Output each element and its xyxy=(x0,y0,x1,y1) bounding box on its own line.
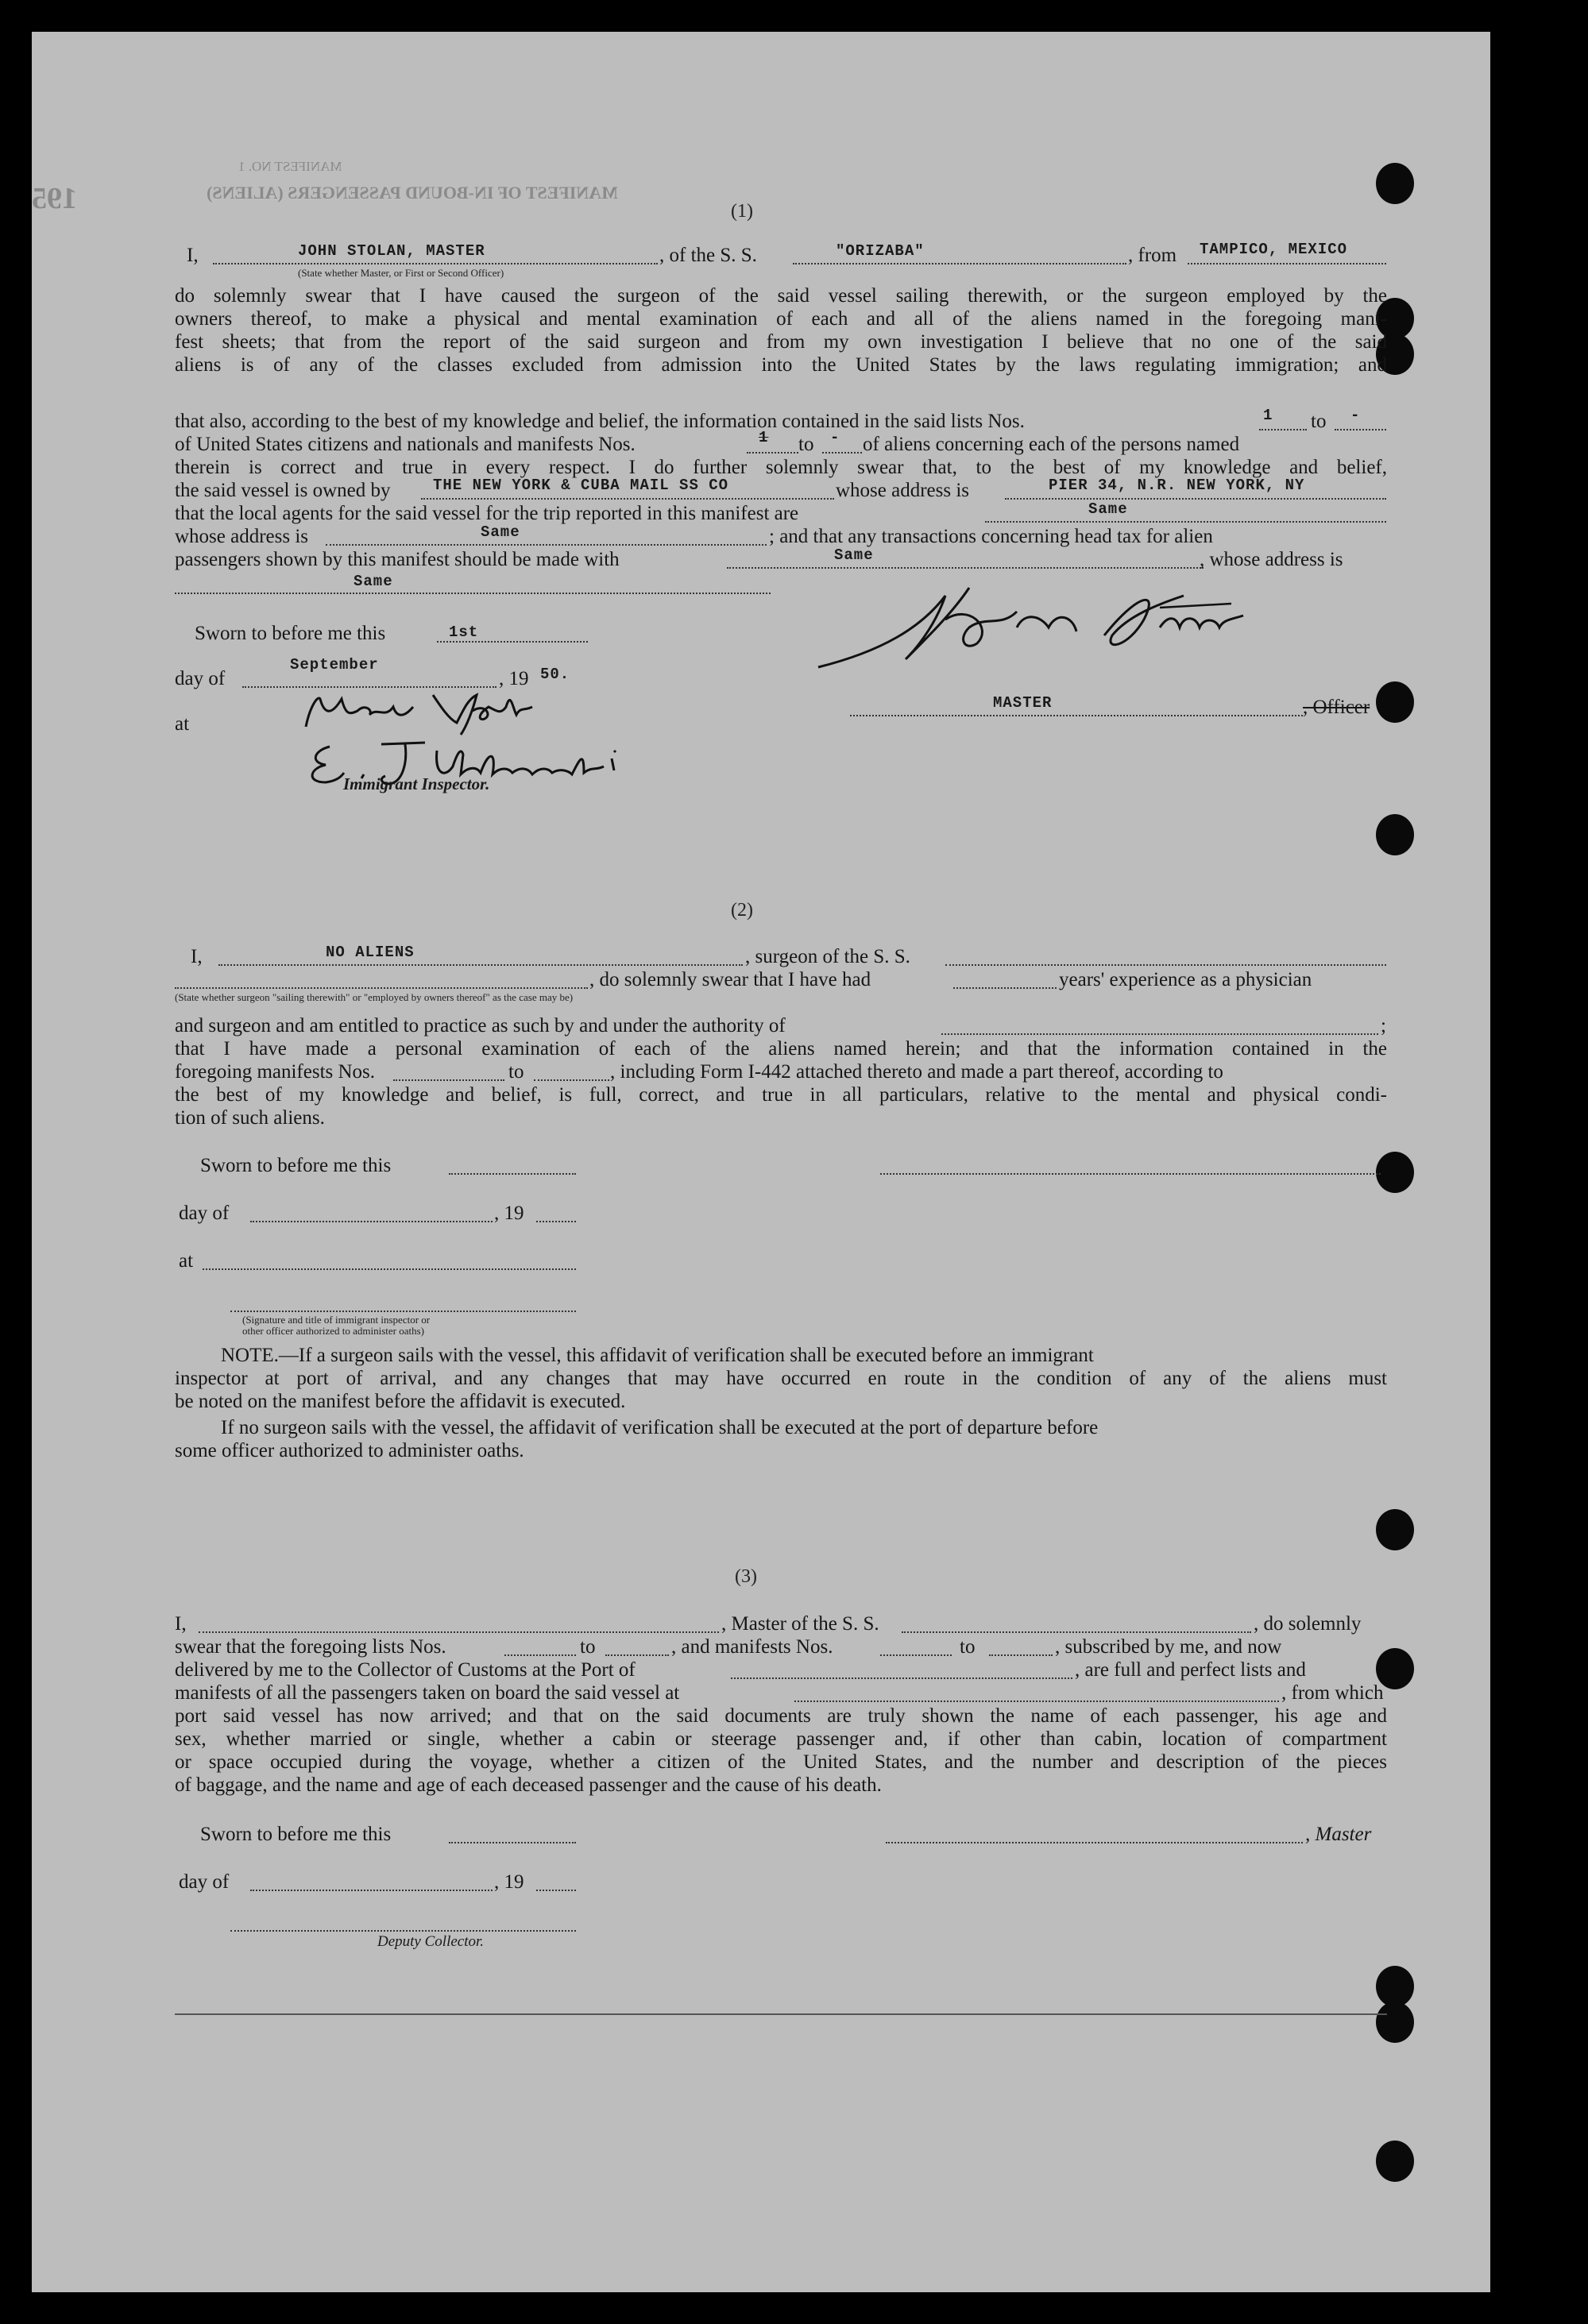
s2-line-2: and surgeon and am entitled to practice as such by and under the authority of xyxy=(175,1015,786,1037)
owner-address-field: PIER 34, N.R. NEW YORK, NY xyxy=(1049,477,1305,494)
s3-line-7: or space occupied during the voyage, whether a citizen of the United States, and the number and description of the pieces xyxy=(175,1751,1387,1773)
s3-day-of: day of xyxy=(179,1871,230,1893)
s3-line-5: port said vessel has now arrived; and that on the said documents are truly shown the name of each passenger, his age and xyxy=(175,1705,1387,1727)
s3-line-1b: , do solemnly xyxy=(1254,1613,1362,1635)
s3-line-3b: , are full and perfect lists and xyxy=(1075,1659,1306,1681)
s2-line-2-end: ; xyxy=(1381,1015,1386,1037)
signer-title-field: MASTER xyxy=(993,694,1053,712)
punch-hole xyxy=(1376,2141,1414,2182)
manifests-from-field: 1 xyxy=(759,429,769,446)
s2-line-4b: , including Form I-442 attached thereto and made a part thereof, according to xyxy=(610,1061,1223,1083)
s1-line-10a: whose address is xyxy=(175,526,309,547)
sworn-month-field: September xyxy=(290,656,379,674)
master-name-field: JOHN STOLAN, MASTER xyxy=(298,242,485,260)
from-port-field: TAMPICO, MEXICO xyxy=(1200,241,1348,258)
s1-line-6a: of United States citizens and nationals and manifests Nos. xyxy=(175,434,636,455)
s1-of-ss: , of the S. S. xyxy=(659,245,757,266)
punch-hole xyxy=(1376,163,1414,204)
s1-sworn: Sworn to before me this xyxy=(195,623,386,644)
s3-line-2a: swear that the foregoing lists Nos. xyxy=(175,1636,446,1658)
master-signature xyxy=(786,572,1247,683)
punch-hole xyxy=(1376,681,1414,723)
s3-opening: I, xyxy=(175,1613,187,1635)
officer-struck: , Officer xyxy=(1303,697,1370,718)
s3-line-2b: , and manifests Nos. xyxy=(671,1636,833,1658)
s2-note-line-4: If no surgeon sails with the vessel, the affidavit of verification shall be executed at the port of departure before xyxy=(221,1417,1099,1438)
agents-field: Same xyxy=(1088,500,1128,518)
s3-year-prefix: , 19 xyxy=(494,1871,524,1893)
s1-line-11a: passengers shown by this manifest should be made with xyxy=(175,549,620,570)
faint-manifest-no: MANIFEST NO. 1 xyxy=(238,159,342,174)
s3-line-6: sex, whether married or single, whether a cabin or steerage passenger and, if other than cabin, location of compartment xyxy=(175,1728,1387,1750)
s2-note-line-2: inspector at port of arrival, and any changes that may have occurred en route in the condition of any of the aliens must xyxy=(175,1368,1387,1389)
s3-line-2c: , subscribed by me, and now xyxy=(1055,1636,1282,1658)
s1-line-10b: ; and that any transactions concerning head tax for alien xyxy=(769,526,1213,547)
s1-from-label: , from xyxy=(1128,245,1177,266)
faint-stamp-number: 195 xyxy=(32,182,77,215)
s2-line-6: tion of such aliens. xyxy=(175,1107,325,1129)
s1-line-11b: , whose address is xyxy=(1200,549,1343,570)
punch-hole xyxy=(1376,814,1414,855)
note-label: NOTE. xyxy=(221,1345,279,1366)
s3-line-2-to-2: to xyxy=(960,1636,976,1658)
agents-address-field: Same xyxy=(481,523,520,541)
s2-year-prefix: , 19 xyxy=(494,1203,524,1224)
headtax-address-field: Same xyxy=(354,573,393,590)
surgeon-name-field: NO ALIENS xyxy=(326,944,415,961)
faint-manifest-title: MANIFEST OF IN-BOUND PASSENGERS (ALIENS) xyxy=(207,183,618,203)
s2-note-line-3: be noted on the manifest before the affidavit is executed. xyxy=(175,1391,626,1412)
s2-surgeon-of: , surgeon of the S. S. xyxy=(745,946,910,967)
s3-line-1a: , Master of the S. S. xyxy=(721,1613,879,1635)
inspector-label: Immigrant Inspector. xyxy=(343,774,490,793)
bottom-rule xyxy=(175,2013,1387,2015)
s3-master-label: , Master xyxy=(1305,1824,1372,1845)
s3-collector-label: Deputy Collector. xyxy=(377,1933,485,1950)
s2-line-4-to: to xyxy=(508,1061,524,1083)
s2-line-4a: foregoing manifests Nos. xyxy=(175,1061,376,1083)
lists-from-field: 1 xyxy=(1263,407,1273,424)
s2-state-hint: (State whether surgeon "sailing therewith" or "employed by owners thereof" as the case may be) xyxy=(175,991,574,1003)
s3-sworn: Sworn to before me this xyxy=(200,1824,392,1845)
s1-line-8b: whose address is xyxy=(836,480,970,501)
note-text-1: —If a surgeon sails with the vessel, this affidavit of verification shall be executed before an immigrant xyxy=(278,1345,1094,1366)
s1-line-5: that also, according to the best of my knowledge and belief, the information contained in the said lists Nos. xyxy=(175,411,1025,432)
lists-to-field: - xyxy=(1350,407,1361,424)
s2-at: at xyxy=(179,1250,194,1272)
s1-at: at xyxy=(175,713,190,735)
s1-line-7: therein is correct and true in every respect. I do further solemnly swear that, to the best of my knowledge and belief, xyxy=(175,457,1387,478)
s2-note-line-1 xyxy=(221,1344,1094,1367)
section-1-number: (1) xyxy=(731,201,753,222)
s1-opening: I, xyxy=(187,245,199,266)
section-2-number: (2) xyxy=(731,900,753,921)
s2-note-line-5: some officer authorized to administer oaths. xyxy=(175,1440,524,1461)
s1-to-label: to xyxy=(1311,411,1327,432)
s3-line-4b: , from which xyxy=(1281,1682,1384,1704)
s1-line-4: aliens is of any of the classes excluded from admission into the United States by the laws regulating immigration; and xyxy=(175,354,1387,376)
s1-day-of: day of xyxy=(175,668,226,689)
s2-sig-hint-2: other officer authorized to administer oaths) xyxy=(242,1325,424,1337)
s2-line-5: the best of my knowledge and belief, is full, correct, and true in all particulars, relative to the mental and physical condi- xyxy=(175,1084,1387,1106)
s2-line-1c: years' experience as a physician xyxy=(1059,969,1312,990)
sworn-year-field: 50. xyxy=(540,666,570,683)
owner-field: THE NEW YORK & CUBA MAIL SS CO xyxy=(433,477,729,494)
s2-opening: I, xyxy=(191,946,203,967)
s2-line-1b: , do solemnly swear that I have had xyxy=(589,969,871,990)
s1-year-prefix: , 19 xyxy=(499,668,529,689)
s3-line-8: of baggage, and the name and age of each deceased passenger and the cause of his death. xyxy=(175,1774,882,1796)
section-3-number: (3) xyxy=(735,1566,757,1587)
s1-state-hint: (State whether Master, or First or Second Officer) xyxy=(298,267,504,279)
s1-line-9: that the local agents for the said vessel for the trip reported in this manifest are xyxy=(175,503,799,524)
s1-to-label-2: to xyxy=(798,434,814,455)
s1-line-1: do solemnly swear that I have caused the surgeon of the said vessel sailing therewith, or the surgeon employed by the xyxy=(175,285,1387,307)
headtax-party-field: Same xyxy=(834,546,874,564)
vessel-name-field: "ORIZABA" xyxy=(836,242,925,260)
punch-hole xyxy=(1376,1509,1414,1550)
punch-hole xyxy=(1376,1152,1414,1193)
place-signature xyxy=(298,683,536,739)
s1-line-8a: the said vessel is owned by xyxy=(175,480,391,501)
s3-line-4a: manifests of all the passengers taken on board the said vessel at xyxy=(175,1682,680,1704)
manifests-to-field: - xyxy=(830,429,840,446)
s2-line-3: that I have made a personal examination of each of the aliens named herein; and that the information contained in the xyxy=(175,1038,1387,1060)
s2-day-of: day of xyxy=(179,1203,230,1224)
s2-sig-hint-1: (Signature and title of immigrant inspector or xyxy=(242,1314,431,1326)
punch-hole xyxy=(1376,2002,1414,2043)
s3-line-2-to-1: to xyxy=(580,1636,596,1658)
s1-line-6b: of aliens concerning each of the persons named xyxy=(863,434,1240,455)
document-page xyxy=(32,32,1490,2292)
sworn-day-field: 1st xyxy=(449,623,479,641)
s2-sworn: Sworn to before me this xyxy=(200,1155,392,1176)
s1-line-3: fest sheets; that from the report of the said surgeon and from my own investigation I believe that no one of the said xyxy=(175,331,1387,353)
s1-line-2: owners thereof, to make a physical and mental examination of each and all of the aliens named in the foregoing mani- xyxy=(175,308,1387,330)
s3-line-3a: delivered by me to the Collector of Customs at the Port of xyxy=(175,1659,636,1681)
